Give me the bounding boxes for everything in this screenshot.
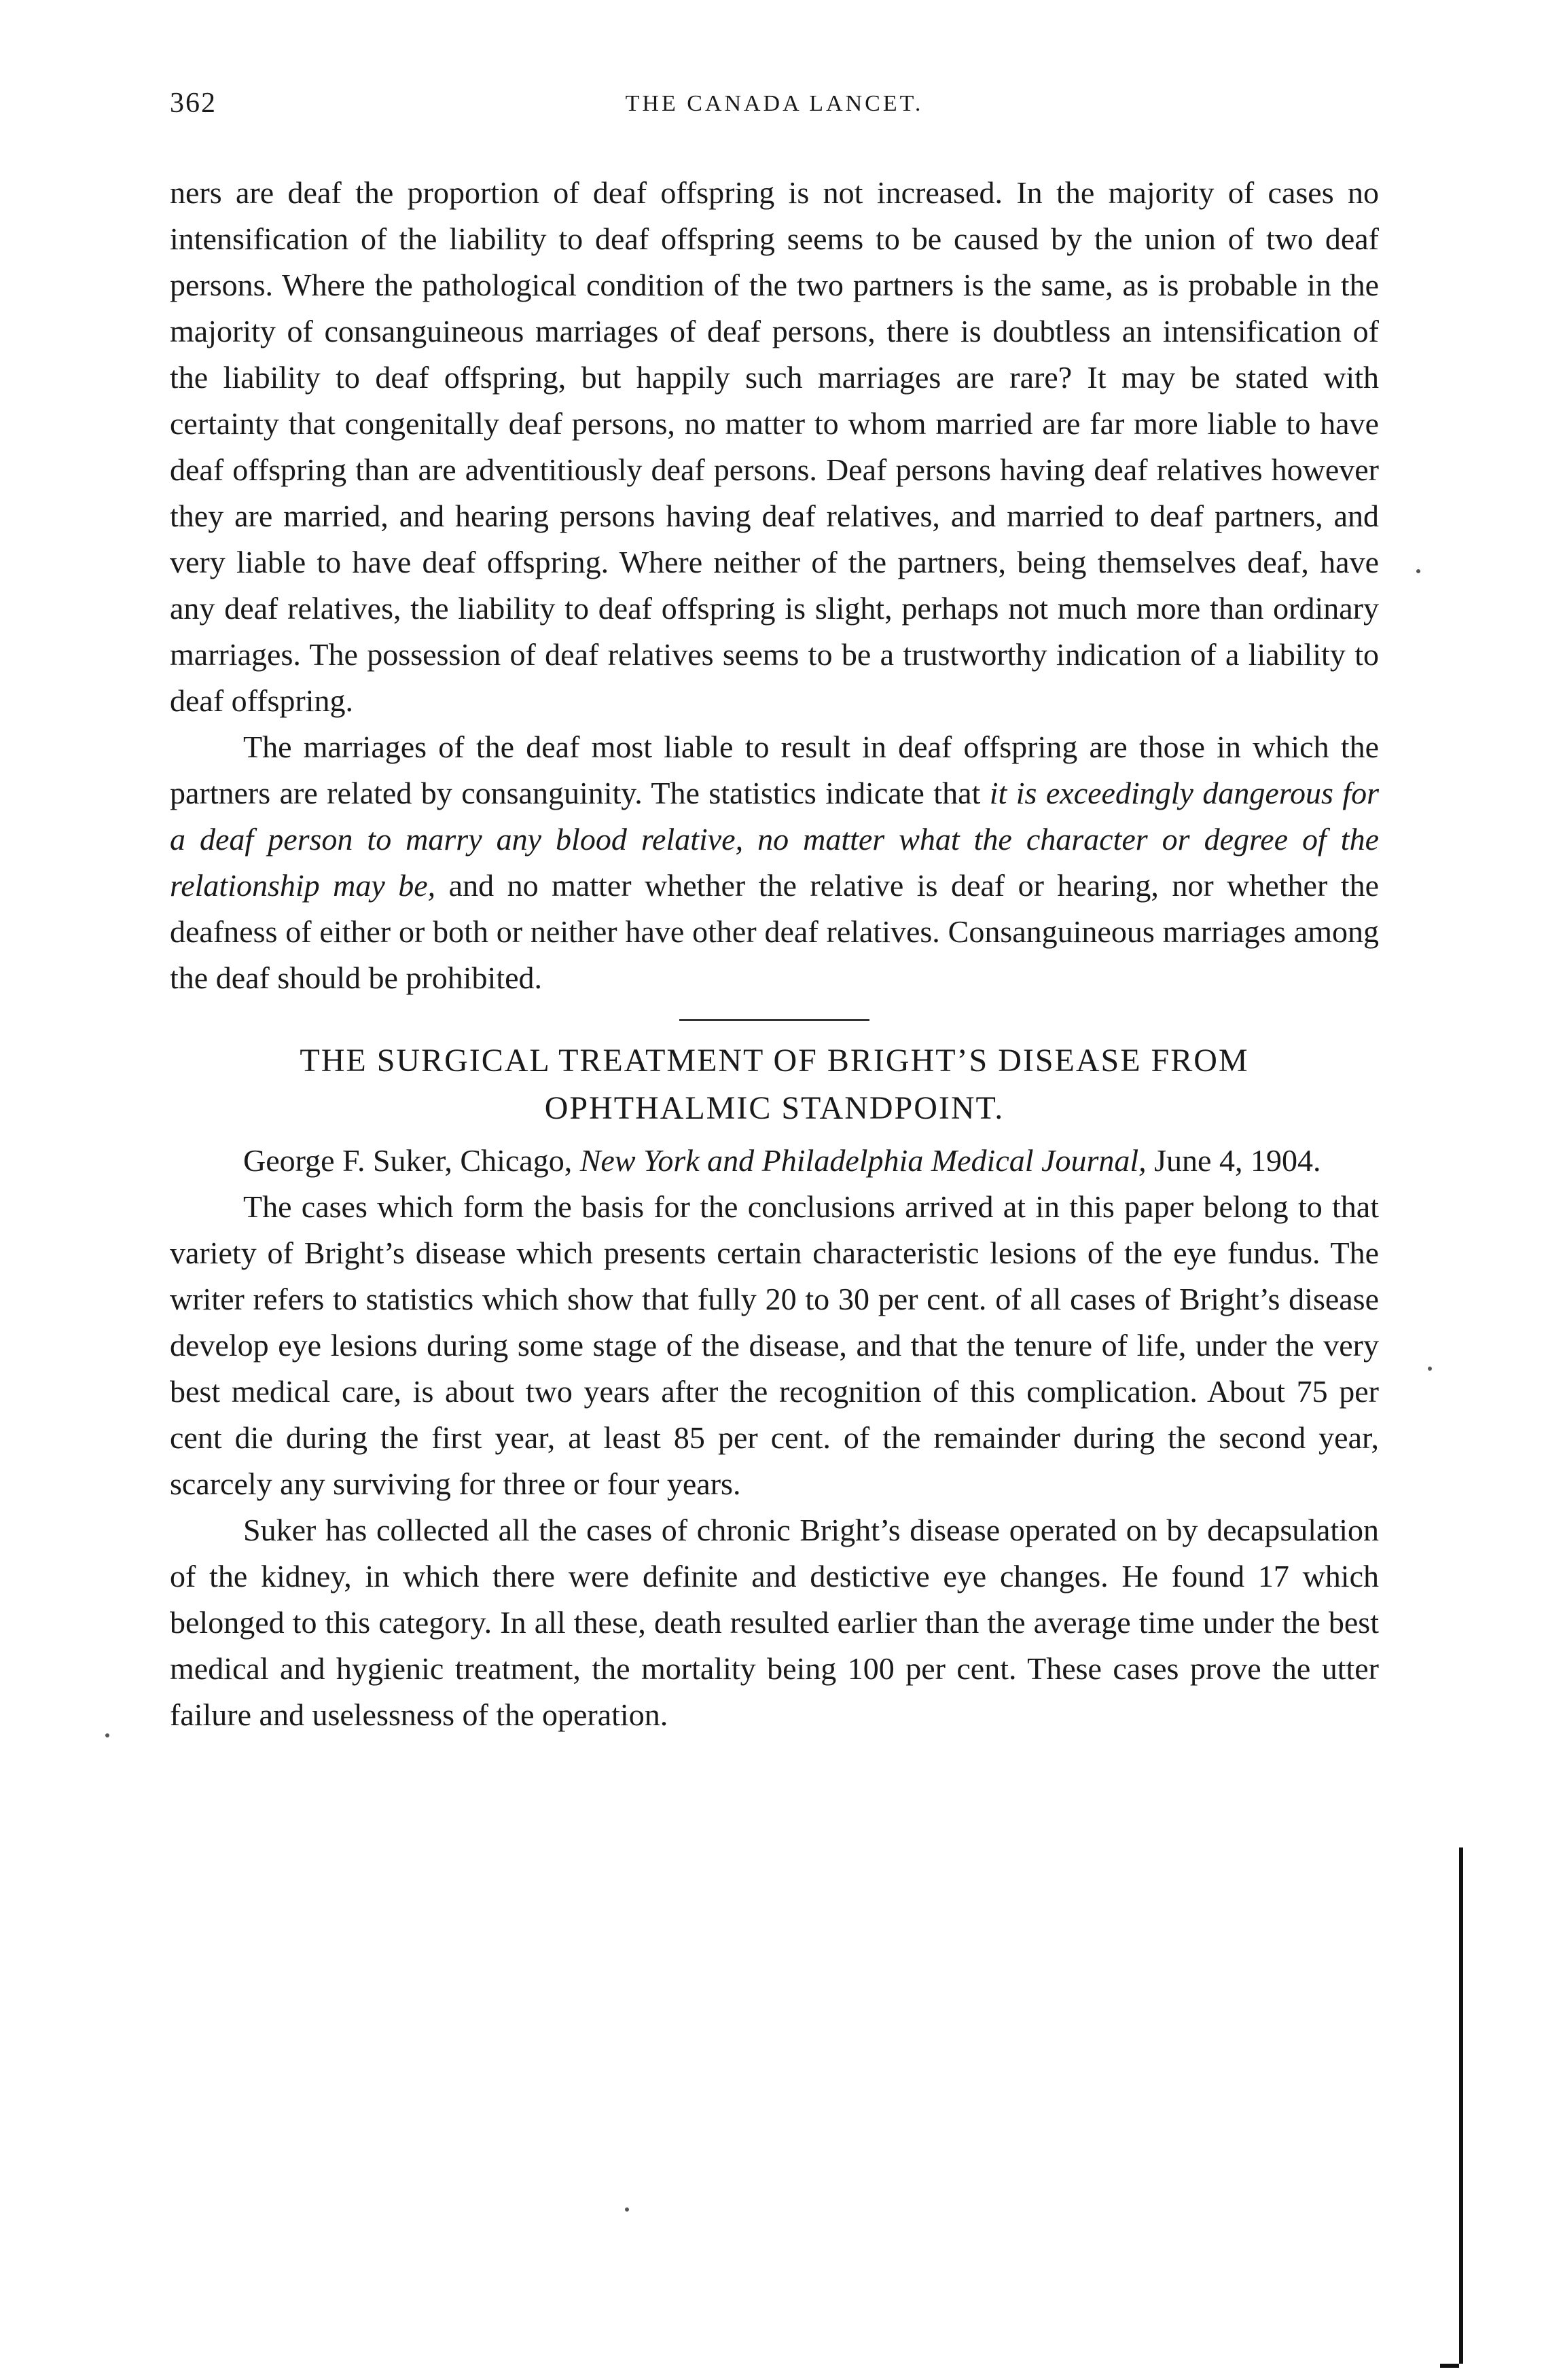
page-body (170, 170, 1379, 1738)
article2-citation (170, 1138, 1379, 1184)
article2-paragraph-2: Suker has collected all the cases of chronic Bright’s disease operated on by decapsulation of the kidney, in which there were definite and destictive eye changes. He found 17 which belonged to this category. In all these, death resulted earlier than the average time under the best medical and hygienic treatment, the mortality being 100 per cent. These cases prove the utter failure and uselessness of the operation. (170, 1513, 1379, 1732)
scan-margin-mark (1440, 2316, 1459, 2368)
citation-date: June 4, 1904. (1146, 1143, 1321, 1178)
article1-paragraph-2 (170, 724, 1379, 1001)
citation-author: George F. Suker, Chicago, (243, 1143, 580, 1178)
page-number: 362 (170, 88, 217, 119)
section-title-line-1: THE SURGICAL TREATMENT OF BRIGHT’S DISEASE FROM (300, 1043, 1249, 1079)
article2-paragraph-1: The cases which form the basis for the conclusions arrived at in this paper belong to that variety of Bright’s disease which presents certain characteristic lesions of the eye fundus. The writer refers to statistics which show that fully 20 to 30 per cent. of all cases of Bright’s disease develop eye lesions during some stage of the disease, and that the tenure of life, under the very best medical care, is about two years after the recognition of this complication. About 75 per cent die during the first year, at least 85 per cent. of the remainder during the second year, scarcely any surviving for three or four years. (170, 1189, 1379, 1501)
running-title: THE CANADA LANCET. (625, 91, 924, 116)
article1-paragraph-1: ners are deaf the proportion of deaf offspring is not increased. In the majority of cases no intensification of the liability to deaf offspring seems to be caused by the union of two deaf persons. Where the pathological condition of the two partners is the same, as is probable in the majority of consanguineous marriages of deaf persons, there is doubtless an intensification of the liability to deaf offspring, but happily such marriages are rare? It may be stated with certainty that congenitally deaf persons, no matter to whom married are far more liable to have deaf offspring than are adventitiously deaf persons. Deaf persons having deaf relatives however they are married, and hearing persons having deaf relatives, and married to deaf partners, and very liable to have deaf offspring. Where neither of the partners, being themselves deaf, have any deaf relatives, the liability to deaf offspring is slight, perhaps not much more than ordinary marriages. The possession of deaf relatives seems to be a trustworthy indication of a liability to deaf offspring. (170, 175, 1379, 718)
section-divider (679, 1019, 869, 1021)
article1-p2-start: The marriages of the deaf most liable to result in deaf offspring are those in which the partners are related by consanguinity. The statistics indicate that (170, 729, 1379, 810)
article1-p2-end: and no matter whether the relative is deaf or hearing, nor whether the deafness of either or both or neither have other deaf relatives. Consanguineous marriages among the deaf should be prohibited. (170, 868, 1379, 995)
page-header (170, 87, 1379, 128)
scan-speck (105, 1733, 109, 1737)
section-title-line-2: OPHTHALMIC STANDPOINT. (544, 1090, 1005, 1126)
citation-journal: New York and Philadelphia Medical Journal, (579, 1143, 1147, 1178)
scan-margin-bar (1459, 1847, 1463, 2364)
scan-speck (1428, 1367, 1432, 1371)
article1-p2-italic: it is exceedingly dangerous for a deaf person to marry any blood relative, no matter what the character or degree of the relationship may be, (170, 776, 1380, 903)
scan-speck (1416, 569, 1420, 573)
scan-speck (625, 2207, 629, 2212)
